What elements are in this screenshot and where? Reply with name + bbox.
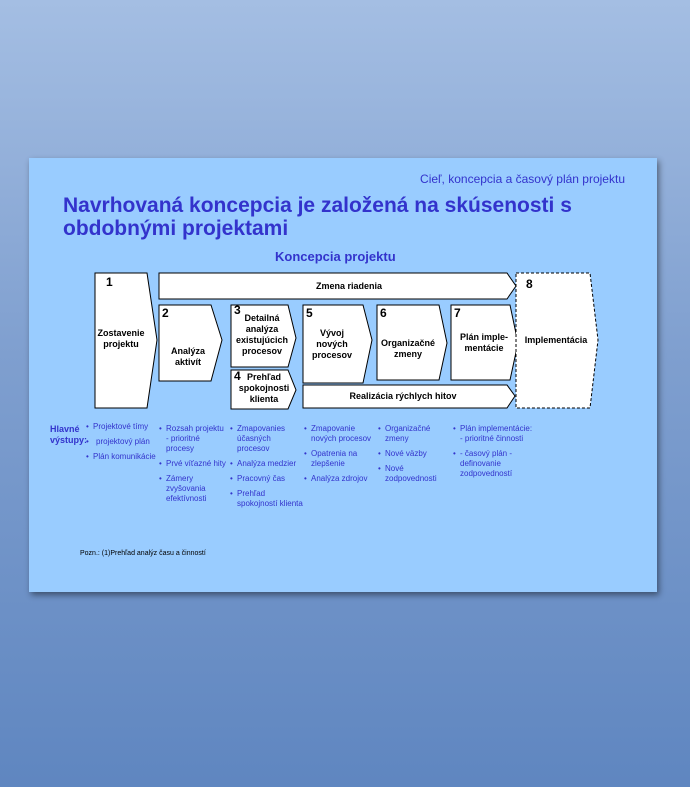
- step-3-number: 3: [234, 303, 241, 317]
- footnote: Pozn.: (1)Prehľad analýz času a činností: [80, 550, 206, 557]
- list-item: • Pracovný čas: [237, 474, 305, 484]
- quick-wins-label: Realizácia rýchlych hitov: [349, 391, 457, 401]
- list-item: • Organizačné zmeny: [385, 424, 453, 444]
- list-item: • Analýza zdrojov: [311, 474, 377, 484]
- outputs-column-2: [159, 424, 228, 509]
- step-3-label: Detailná analýza existujúcich procesov: [235, 313, 289, 356]
- list-item: • - časový plán - definovanie zodpovedností: [460, 449, 534, 479]
- step-8-number: 8: [526, 277, 533, 291]
- step-2-number: 2: [162, 306, 169, 320]
- step-1-label: Zostavenie projektu: [97, 328, 145, 349]
- outputs-column-6: [453, 424, 534, 484]
- list-item: • Zmapovanie nových procesov: [311, 424, 377, 444]
- outputs-column-3: [230, 424, 305, 514]
- step-2-label: Analýza aktivít: [170, 346, 205, 367]
- list-item: • Zámery zvyšovania efektívnosti: [166, 474, 228, 504]
- step-7-label: Plán imple-mentácie: [459, 332, 508, 353]
- list-item: • Opatrenia na zlepšenie: [311, 449, 377, 469]
- slide: [29, 158, 657, 592]
- step-5-number: 5: [306, 306, 313, 320]
- outputs-column-5: [378, 424, 453, 489]
- list-item: • projektový plán: [93, 437, 163, 447]
- step-4-label: Prehľad spokojnosti klienta: [238, 372, 290, 404]
- list-item: • Prvé víťazné hity: [166, 459, 228, 469]
- step-1-number: 1: [106, 275, 113, 289]
- outputs-label: Hlavné výstupy:: [50, 424, 88, 445]
- list-item: • Analýza medzier: [237, 459, 305, 469]
- step-6-label: Organizačné zmeny: [380, 338, 436, 359]
- process-diagram: [29, 158, 657, 592]
- step-5-label: Vývoj nových procesov: [311, 328, 353, 360]
- step-4-number: 4: [234, 369, 241, 383]
- slide-subtitle: Cieľ, koncepcia a časový plán projektu: [420, 172, 625, 186]
- list-item: • Prehľad spokojností klienta: [237, 489, 305, 509]
- concept-title: Koncepcia projektu: [275, 249, 396, 264]
- list-item: • Zmapovanies účasných procesov: [237, 424, 305, 454]
- step-6-number: 6: [380, 306, 387, 320]
- change-management-label: Zmena riadenia: [315, 281, 383, 291]
- step-7-number: 7: [454, 306, 461, 320]
- outputs-column-4: [304, 424, 377, 489]
- step-8-label: Implementácia: [524, 335, 588, 345]
- outputs-column-1: [86, 422, 163, 467]
- slide-title: Navrhovaná koncepcia je založená na skúsenosti s obdobnými projektami: [63, 194, 572, 240]
- list-item: • Plán komunikácie: [93, 452, 163, 462]
- list-item: • Rozsah projektu - prioritné procesy: [166, 424, 228, 454]
- list-item: • Plán implementácie: - prioritné činnosti: [460, 424, 534, 444]
- list-item: • Nové väzby: [385, 449, 453, 459]
- list-item: • Projektové tímy: [93, 422, 163, 432]
- list-item: • Nové zodpovednosti: [385, 464, 453, 484]
